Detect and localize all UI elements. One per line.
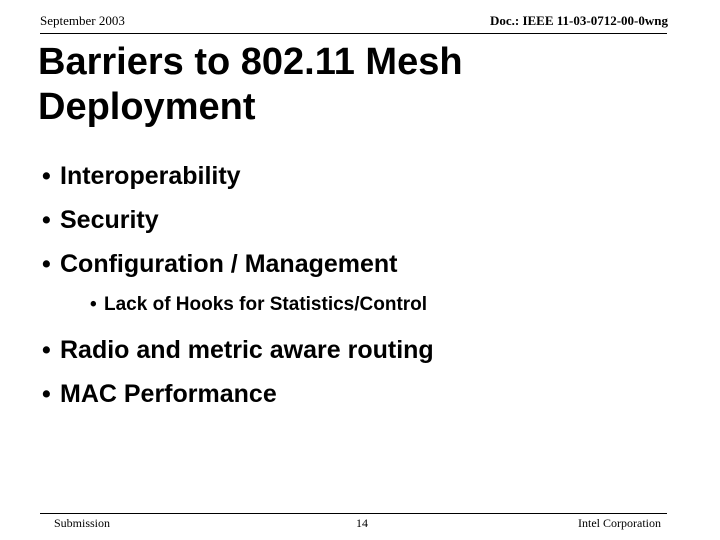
bullet-item-radio-routing [42,328,434,372]
footer-page-number: 14 [356,516,368,530]
bullet-marker: • [42,250,51,278]
header-doc-id: Doc.: IEEE 11-03-0712-00-0wng [489,13,668,28]
footer-submission: Submission [54,516,111,530]
bullet-marker: • [42,380,51,408]
header-date: September 2003 [40,13,125,28]
footer-rule [40,513,667,514]
bullet-marker: • [42,162,51,190]
bullet-marker: • [42,206,51,234]
bullet-text: Configuration / Management [60,250,398,278]
bullet-item-security [42,198,434,242]
slide-title-line-1: Barriers to 802.11 Mesh [38,41,463,83]
sub-bullet-item-lack-of-hooks [42,286,434,324]
bullet-item-interoperability [42,154,434,198]
bullet-item-configuration-management [42,242,434,286]
bullet-text: MAC Performance [60,380,277,408]
bullet-list [42,154,434,416]
header-rule [40,33,667,34]
bullet-text: Security [60,206,159,234]
slide-title [38,40,678,130]
bullet-marker: • [42,336,51,364]
bullet-item-mac-performance [42,372,434,416]
slide-title-line-2: Deployment [38,86,256,128]
sub-bullet-marker: • [90,294,97,315]
footer-organization: Intel Corporation [578,516,661,530]
bullet-text: Interoperability [60,162,241,190]
sub-bullet-text: Lack of Hooks for Statistics/Control [104,294,428,315]
bullet-text: Radio and metric aware routing [60,336,434,364]
